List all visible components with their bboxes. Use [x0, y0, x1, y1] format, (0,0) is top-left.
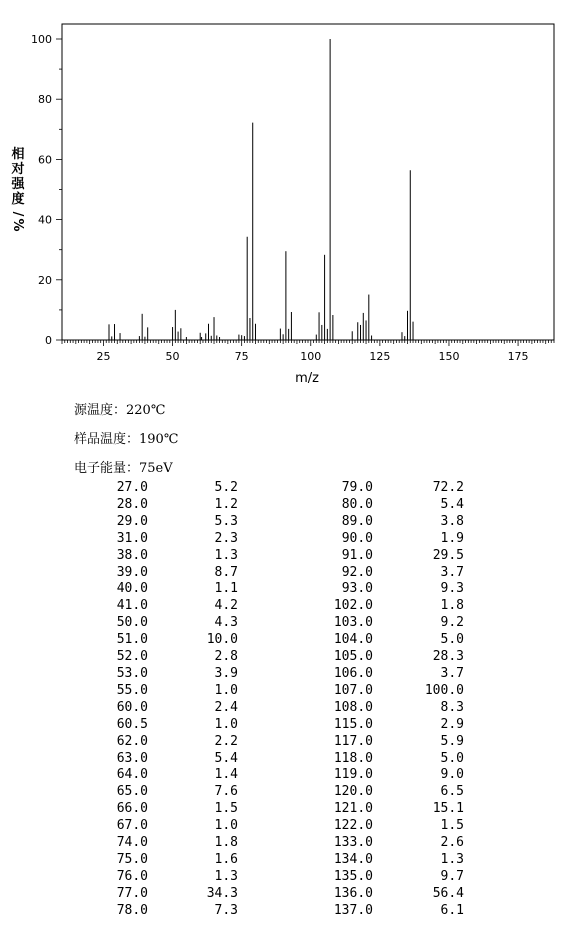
mz-cell: 122.0 [333, 818, 373, 834]
mz-cell: 78.0 [116, 902, 148, 918]
table-row [84, 886, 464, 903]
x-tick-label: 25 [96, 350, 111, 363]
x-tick-label: 175 [507, 350, 529, 363]
mz-cell: 31.0 [116, 530, 148, 546]
mz-cell: 121.0 [333, 801, 373, 817]
mz-cell: 135.0 [333, 868, 373, 884]
mz-cell: 41.0 [116, 598, 148, 614]
mz-cell: 67.0 [116, 818, 148, 834]
mz-cell: 134.0 [333, 851, 373, 867]
intensity-cell: 4.3 [214, 615, 238, 631]
intensity-cell: 10.0 [206, 632, 238, 648]
table-row [84, 632, 464, 649]
intensity-cell: 1.0 [214, 818, 238, 834]
intensity-cell: 2.8 [214, 649, 238, 665]
mz-cell: 53.0 [116, 665, 148, 681]
intensity-cell: 1.3 [214, 547, 238, 563]
y-tick-label: 100 [31, 33, 52, 46]
peak-table [84, 480, 464, 920]
intensity-cell: 4.2 [214, 598, 238, 614]
mz-cell: 90.0 [341, 530, 373, 546]
intensity-cell: 5.0 [440, 750, 464, 766]
intensity-cell: 56.4 [432, 885, 464, 901]
table-row [84, 734, 464, 751]
mz-cell: 115.0 [333, 716, 373, 732]
mz-cell: 117.0 [333, 733, 373, 749]
mz-cell: 38.0 [116, 547, 148, 563]
axis-tick-labels [31, 33, 529, 363]
mz-cell: 52.0 [116, 649, 148, 665]
sample-temperature: 样品温度：190℃ [74, 432, 179, 447]
intensity-cell: 1.4 [214, 767, 238, 783]
intensity-cell: 9.7 [440, 868, 464, 884]
table-row [84, 565, 464, 582]
mz-cell: 40.0 [116, 581, 148, 597]
y-tick-label: 20 [38, 273, 52, 287]
table-row [84, 751, 464, 768]
mz-cell: 51.0 [116, 632, 148, 648]
table-row [84, 801, 464, 818]
x-tick-label: 100 [300, 350, 322, 363]
intensity-cell: 5.4 [440, 496, 464, 512]
x-tick-label: 150 [438, 350, 460, 363]
mz-cell: 50.0 [116, 615, 148, 631]
intensity-cell: 1.8 [214, 835, 238, 851]
intensity-cell: 3.7 [440, 564, 464, 580]
intensity-cell: 7.3 [214, 902, 238, 918]
table-row [84, 717, 464, 734]
mz-cell: 107.0 [333, 682, 373, 698]
table-row [84, 615, 464, 632]
mz-cell: 119.0 [333, 767, 373, 783]
mz-cell: 93.0 [341, 581, 373, 597]
mz-cell: 136.0 [333, 885, 373, 901]
mz-cell: 76.0 [116, 868, 148, 884]
x-tick-label: 125 [369, 350, 391, 363]
intensity-cell: 100.0 [424, 682, 464, 698]
table-row [84, 514, 464, 531]
intensity-cell: 7.6 [214, 784, 238, 800]
mass-spectrum-chart [0, 0, 570, 395]
intensity-cell: 2.3 [214, 530, 238, 546]
intensity-cell: 29.5 [432, 547, 464, 563]
y-axis-label-char: % [10, 218, 25, 232]
table-row [84, 531, 464, 548]
mz-cell: 65.0 [116, 784, 148, 800]
mz-cell: 66.0 [116, 801, 148, 817]
intensity-cell: 2.4 [214, 699, 238, 715]
mz-cell: 63.0 [116, 750, 148, 766]
x-tick-label: 50 [165, 350, 180, 363]
intensity-cell: 1.8 [440, 598, 464, 614]
intensity-cell: 5.4 [214, 750, 238, 766]
mz-cell: 89.0 [341, 513, 373, 529]
intensity-cell: 6.1 [440, 902, 464, 918]
intensity-cell: 1.5 [440, 818, 464, 834]
mz-cell: 80.0 [341, 496, 373, 512]
table-row [84, 497, 464, 514]
intensity-cell: 9.0 [440, 767, 464, 783]
intensity-cell: 1.9 [440, 530, 464, 546]
table-row [84, 835, 464, 852]
table-row [84, 903, 464, 920]
spectrum-bars [109, 39, 413, 340]
table-row [84, 480, 464, 497]
intensity-cell: 5.2 [214, 480, 238, 495]
table-row [84, 700, 464, 717]
intensity-cell: 1.3 [440, 851, 464, 867]
intensity-cell: 1.0 [214, 716, 238, 732]
acquisition-conditions [74, 396, 178, 483]
intensity-cell: 3.9 [214, 665, 238, 681]
intensity-cell: 72.2 [432, 480, 464, 495]
mz-cell: 103.0 [333, 615, 373, 631]
table-row [84, 818, 464, 835]
intensity-cell: 1.0 [214, 682, 238, 698]
table-row [84, 767, 464, 784]
intensity-cell: 8.7 [214, 564, 238, 580]
axis-ticks [56, 39, 554, 346]
y-tick-label: 60 [38, 153, 52, 167]
plot-area-frame [62, 24, 554, 340]
mz-cell: 60.5 [116, 716, 148, 732]
intensity-cell: 3.8 [440, 513, 464, 529]
mz-cell: 75.0 [116, 851, 148, 867]
y-axis-label-char: 强 [11, 177, 25, 192]
intensity-cell: 1.6 [214, 851, 238, 867]
table-row [84, 649, 464, 666]
intensity-cell: 9.2 [440, 615, 464, 631]
intensity-cell: 15.1 [432, 801, 464, 817]
mz-cell: 27.0 [116, 480, 148, 495]
mz-cell: 105.0 [333, 649, 373, 665]
mz-cell: 64.0 [116, 767, 148, 783]
mz-cell: 104.0 [333, 632, 373, 648]
mz-cell: 91.0 [341, 547, 373, 563]
table-row [84, 548, 464, 565]
mz-cell: 39.0 [116, 564, 148, 580]
mz-cell: 92.0 [341, 564, 373, 580]
y-tick-label: 0 [45, 334, 52, 347]
intensity-cell: 9.3 [440, 581, 464, 597]
mz-cell: 79.0 [341, 480, 373, 495]
intensity-cell: 34.3 [206, 885, 238, 901]
table-row [84, 852, 464, 869]
y-tick-label: 80 [38, 93, 52, 107]
mz-cell: 74.0 [116, 835, 148, 851]
y-axis-label [10, 146, 25, 232]
table-row [84, 784, 464, 801]
intensity-cell: 1.1 [214, 581, 238, 597]
mz-cell: 29.0 [116, 513, 148, 529]
mz-cell: 108.0 [333, 699, 373, 715]
intensity-cell: 3.7 [440, 665, 464, 681]
y-axis-label-char: 度 [11, 192, 25, 207]
mz-cell: 120.0 [333, 784, 373, 800]
intensity-cell: 8.3 [440, 699, 464, 715]
intensity-cell: 1.5 [214, 801, 238, 817]
table-row [84, 683, 464, 700]
mz-cell: 77.0 [116, 885, 148, 901]
mz-cell: 102.0 [333, 598, 373, 614]
y-axis-label-char: / [10, 211, 25, 217]
intensity-cell: 2.9 [440, 716, 464, 732]
x-tick-label: 75 [234, 350, 249, 363]
mz-cell: 62.0 [116, 733, 148, 749]
y-axis-label-char: 相 [11, 147, 25, 162]
y-tick-label: 40 [38, 213, 52, 227]
intensity-cell: 5.3 [214, 513, 238, 529]
mz-cell: 106.0 [333, 665, 373, 681]
intensity-cell: 1.3 [214, 868, 238, 884]
mz-cell: 137.0 [333, 902, 373, 918]
table-row [84, 666, 464, 683]
y-axis-label-char: 对 [11, 162, 25, 177]
x-axis-label: m/z [295, 371, 319, 386]
table-row [84, 869, 464, 886]
table-row [84, 598, 464, 615]
mz-cell: 60.0 [116, 699, 148, 715]
intensity-cell: 5.0 [440, 632, 464, 648]
intensity-cell: 2.2 [214, 733, 238, 749]
electron-energy: 电子能量：75eV [74, 461, 173, 476]
intensity-cell: 28.3 [432, 649, 464, 665]
intensity-cell: 2.6 [440, 835, 464, 851]
table-row [84, 581, 464, 598]
intensity-cell: 1.2 [214, 496, 238, 512]
mz-cell: 55.0 [116, 682, 148, 698]
intensity-cell: 6.5 [440, 784, 464, 800]
mz-cell: 118.0 [333, 750, 373, 766]
source-temperature: 源温度：220℃ [74, 403, 166, 418]
mz-cell: 133.0 [333, 835, 373, 851]
intensity-cell: 5.9 [440, 733, 464, 749]
mz-cell: 28.0 [116, 496, 148, 512]
